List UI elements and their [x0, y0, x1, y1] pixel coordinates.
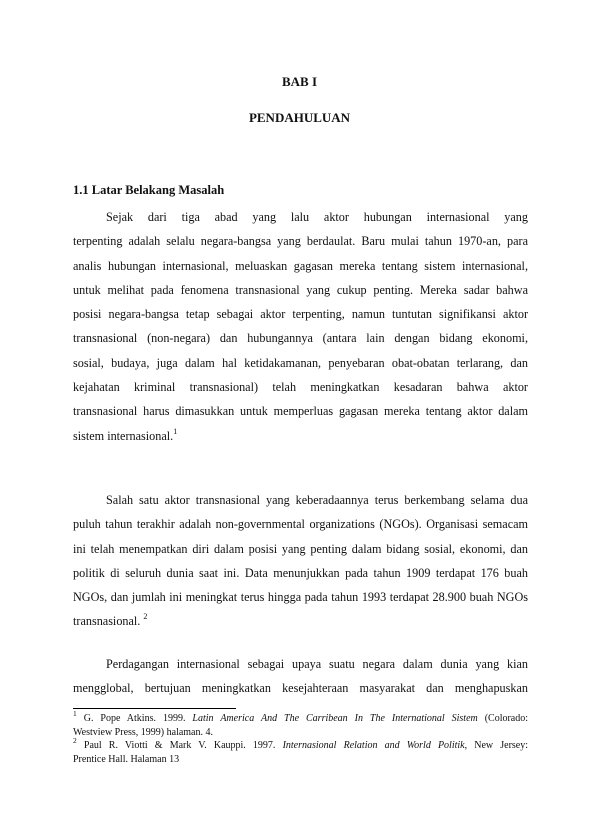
footnote-marker: 2 — [73, 735, 77, 745]
text-line: sosial, budaya, juga dalam hal ketidakamanan, penyebaran obat-obatan terlarang, dan — [73, 355, 528, 370]
footnote-publisher: (Colorado: — [484, 713, 529, 724]
text-line: untuk melihat pada fenomena transnasional yang cukup penting. Mereka sadar bahwa — [73, 282, 528, 297]
text-line: Perdagangan internasional sebagai upaya suatu negara dalam dunia yang kian — [106, 657, 528, 671]
text-line: transnasional (non-negara) dan hubungannya (antara lain dengan bidang ekonomi, — [73, 331, 528, 346]
text-line: transnasional harus dimasukkan untuk memperluas gagasan mereka tentang aktor dalam — [73, 404, 528, 419]
footnote-2-continued: Prentice Hall. Halaman 13 — [73, 753, 180, 765]
footnote-author: G. Pope Atkins. 1999. — [83, 713, 186, 724]
footnote-title: Latin America And The Carribean In The International Sistem — [192, 713, 478, 724]
paragraph-1 — [73, 205, 528, 448]
footnote-title: Internasional Relation and World Politik — [282, 740, 465, 751]
text-line — [73, 609, 528, 633]
footnotes — [73, 708, 529, 766]
text-line: puluh tahun terakhir adalah non-governmental organizations (NGOs). Organisasi semacam — [73, 517, 528, 532]
chapter-number: BAB I — [281, 74, 318, 89]
text-line: mengglobal, bertujuan meningkatkan kesejahteraan masyarakat dan menghapuskan — [73, 681, 528, 696]
footnote-1-continued: Westview Press, 1999) halaman. 4. — [73, 726, 213, 738]
text-line: Salah satu aktor transnasional yang keberadaannya terus berkembang selama dua — [106, 493, 528, 507]
paragraph-3 — [73, 652, 528, 701]
text-line-content: transnasional. — [73, 614, 141, 629]
footnote-ref-1: 1 — [173, 426, 178, 436]
chapter-title: PENDAHULUAN — [248, 110, 351, 125]
text-line: terpenting adalah selalu negara-bangsa yang berdaulat. Baru mulai tahun 1970-an, para — [73, 234, 528, 249]
text-line: posisi negara-bangsa tetap sebagai aktor terpenting, namun tuntutan signifikansi aktor — [73, 307, 528, 322]
footnote-1 — [73, 708, 529, 726]
text-line: analis hubungan internasional, meluaskan gagasan mereka tentang sistem internasional, — [73, 258, 528, 273]
footnote-2 — [73, 735, 529, 753]
paragraph-2 — [73, 488, 528, 634]
text-line-content: sistem internasional. — [73, 428, 174, 443]
text-line — [73, 424, 528, 448]
text-line: kejahatan kriminal transnasional) telah meningkatkan kesadaran bahwa aktor — [73, 380, 528, 395]
footnote-divider — [73, 708, 236, 709]
text-line: NGOs, dan jumlah ini meningkat terus hingga pada tahun 1993 terdapat 28.900 buah NGOs — [73, 590, 528, 605]
footnote-publisher: , New Jersey: — [464, 740, 529, 751]
text-line: ini telah menempatkan diri dalam posisi yang penting dalam bidang sosial, ekonomi, dan — [73, 541, 528, 556]
footnote-author: Paul R. Viotti & Mark V. Kauppi. 1997. — [83, 740, 276, 751]
footnote-marker: 1 — [73, 708, 77, 718]
text-line: politik di seluruh dunia saat ini. Data menunjukkan pada tahun 1909 terdapat 176 buah — [73, 565, 528, 580]
footnote-ref-2: 2 — [143, 612, 148, 622]
text-line: Sejak dari tiga abad yang lalu aktor hubungan internasional yang — [106, 210, 528, 224]
section-heading: 1.1 Latar Belakang Masalah — [73, 183, 225, 197]
